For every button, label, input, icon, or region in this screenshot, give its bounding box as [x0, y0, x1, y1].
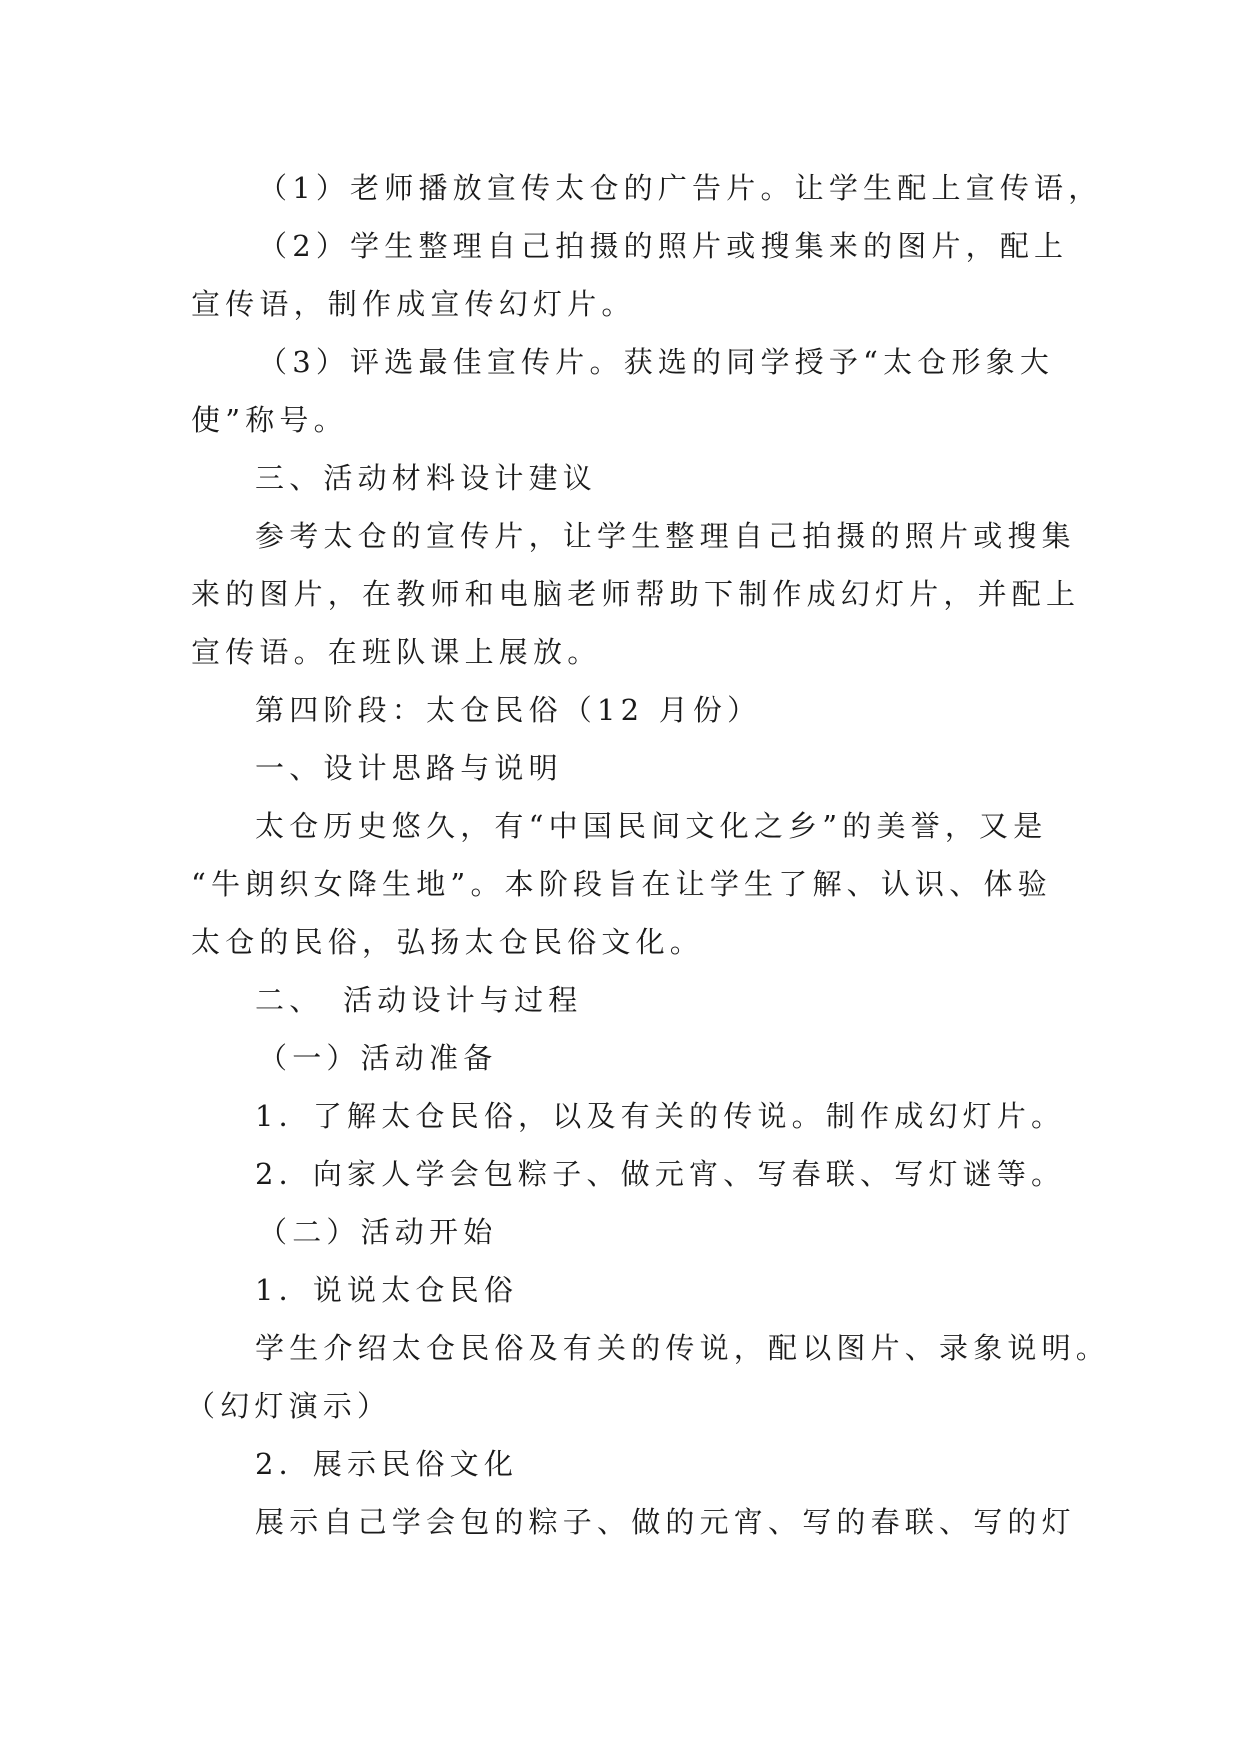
subsection-heading: （二）活动开始 — [258, 1215, 498, 1249]
list-item: 2．展示民俗文化 — [255, 1447, 519, 1481]
paragraph-line: （3）评选最佳宣传片。获选的同学授予“太仓形象大 — [258, 345, 1055, 379]
paragraph-line: 来的图片，在教师和电脑老师帮助下制作成幻灯片，并配上 — [191, 577, 1081, 611]
section-heading: 二、 活动设计与过程 — [255, 983, 583, 1017]
paragraph-line: 太仓的民俗，弘扬太仓民俗文化。 — [191, 925, 705, 959]
paragraph-line: 学生介绍太仓民俗及有关的传说，配以图片、录象说明。 — [255, 1331, 1111, 1365]
paragraph-line: （2）学生整理自己拍摄的照片或搜集来的图片，配上 — [258, 229, 1069, 263]
paragraph-line: 太仓历史悠久，有“中国民间文化之乡”的美誉，又是 — [255, 809, 1048, 843]
paragraph-line: 参考太仓的宣传片，让学生整理自己拍摄的照片或搜集 — [255, 519, 1076, 553]
paragraph-line: （幻灯演示） — [186, 1389, 392, 1423]
paragraph-line: （1）老师播放宣传太仓的广告片。让学生配上宣传语， — [258, 171, 1103, 205]
list-item: 1．说说太仓民俗 — [255, 1273, 519, 1307]
list-item: 2．向家人学会包粽子、做元宵、写春联、写灯谜等。 — [255, 1157, 1066, 1191]
list-item: 1．了解太仓民俗，以及有关的传说。制作成幻灯片。 — [255, 1099, 1066, 1133]
subsection-heading: （一）活动准备 — [258, 1041, 498, 1075]
paragraph-line: 使”称号。 — [191, 403, 348, 437]
section-heading: 一、设计思路与说明 — [255, 751, 563, 785]
paragraph-line: 宣传语，制作成宣传幻灯片。 — [191, 287, 636, 321]
section-heading: 三、活动材料设计建议 — [255, 461, 598, 495]
paragraph-line: 宣传语。在班队课上展放。 — [191, 635, 602, 669]
stage-heading: 第四阶段：太仓民俗（12 月份） — [255, 693, 762, 727]
paragraph-line: 展示自己学会包的粽子、做的元宵、写的春联、写的灯 — [255, 1505, 1076, 1539]
paragraph-line: “牛朗织女降生地”。本阶段旨在让学生了解、认识、体验 — [191, 867, 1052, 901]
